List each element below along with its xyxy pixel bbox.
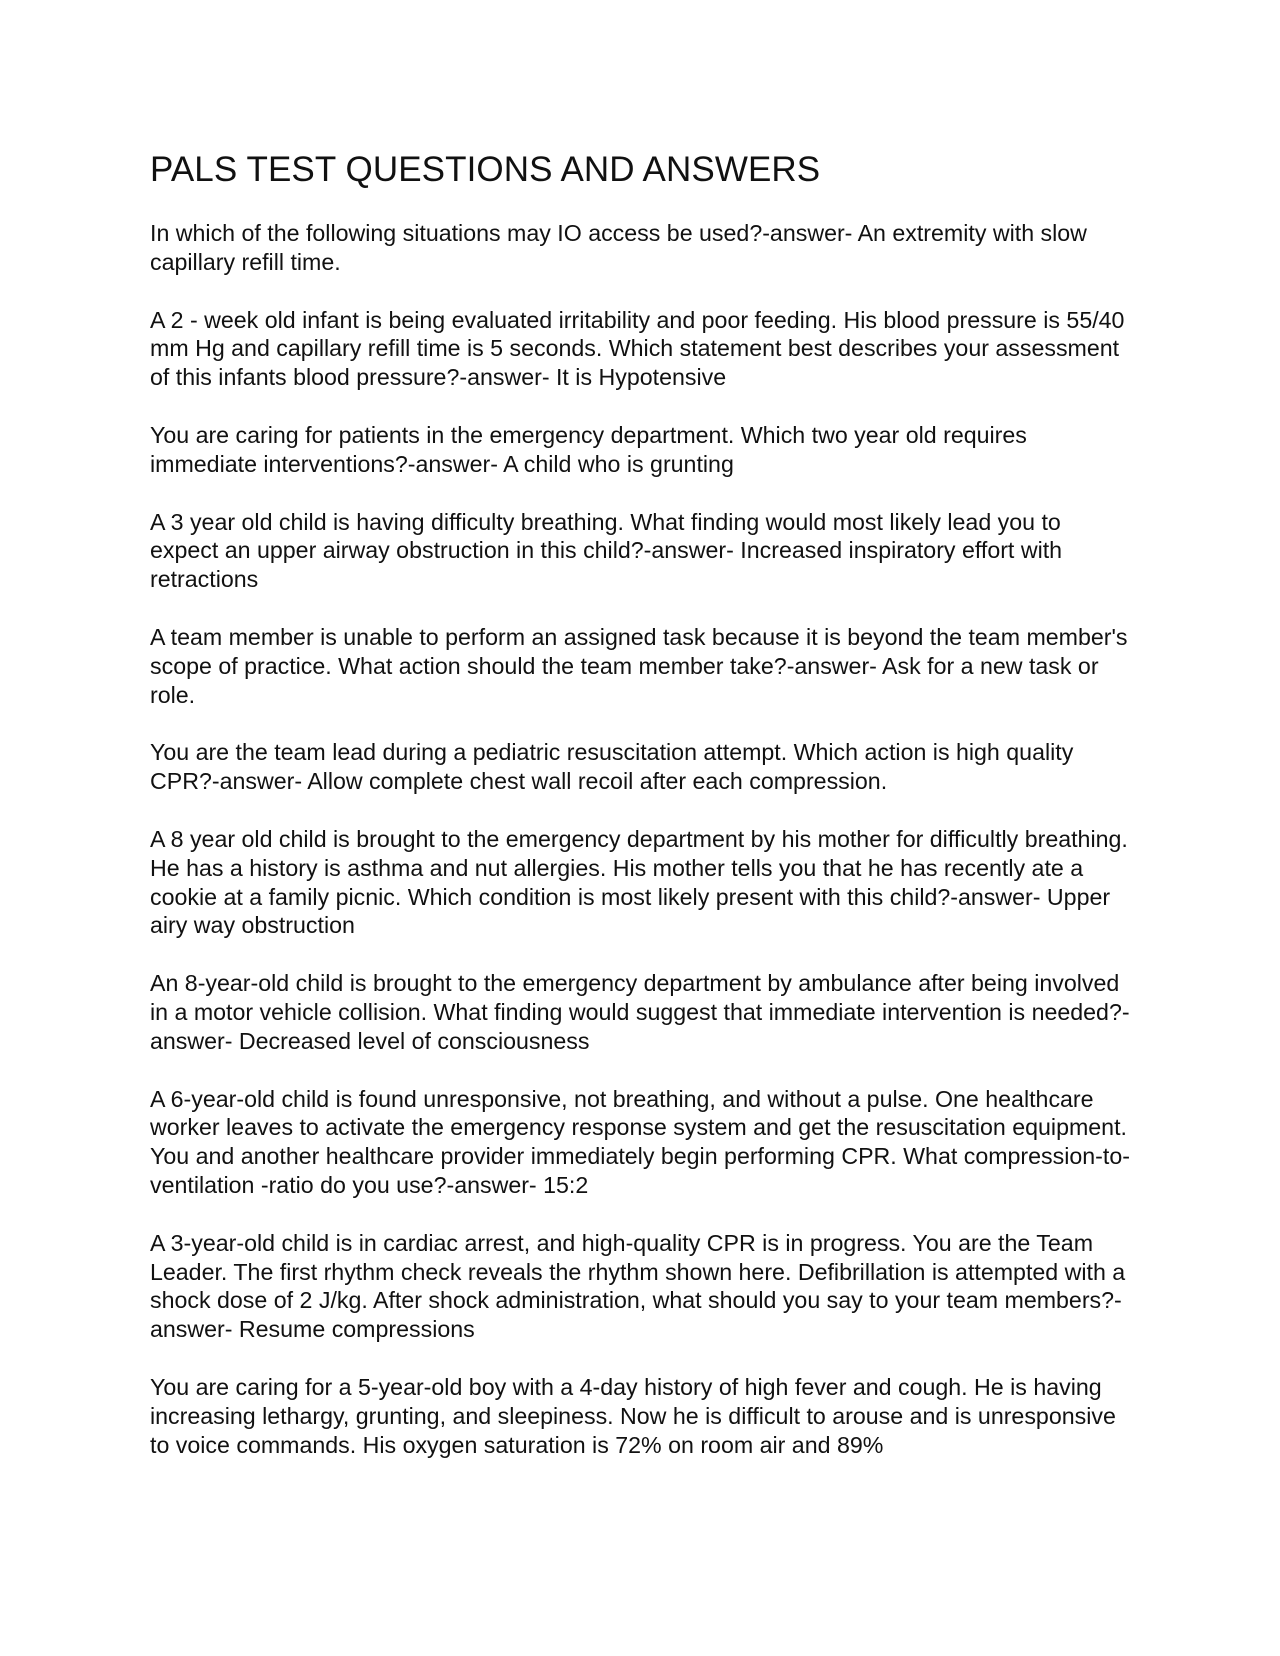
document-title: PALS TEST QUESTIONS AND ANSWERS bbox=[150, 150, 821, 189]
qa-item: You are caring for a 5-year-old boy with a 4-day history of high fever and cough. He is having increasing lethargy, grunting, and sleepiness. Now he is difficult to arouse and is unresponsive to voice commands. His oxygen saturation is 72% on room air and 89% bbox=[150, 1373, 1116, 1458]
qa-item: An 8-year-old child is brought to the emergency department by ambulance after being involved in a motor vehicle collision. What finding would suggest that immediate intervention is needed?-answer- Decreased level of consciousness bbox=[150, 970, 1130, 1054]
qa-item: You are caring for patients in the emergency department. Which two year old requires immediate interventions?-answer- A child who is grunting bbox=[150, 421, 1027, 477]
qa-item: You are the team lead during a pediatric resuscitation attempt. Which action is high quality CPR?-answer- Allow complete chest wall recoil after each compression. bbox=[150, 739, 1074, 795]
qa-item: A 3-year-old child is in cardiac arrest, and high-quality CPR is in progress. You are the Team Leader. The first rhythm check reveals the rhythm shown here. Defibrillation is attempted with a shock dose of 2 J/kg. After shock administration, what should you say to your team members?-answer- Resume compressions bbox=[150, 1229, 1126, 1343]
qa-item: In which of the following situations may IO access be used?-answer- An extremity with slow capillary refill time. bbox=[150, 220, 1087, 275]
document-content bbox=[150, 150, 1135, 1488]
qa-list bbox=[150, 219, 1135, 1459]
qa-item: A 3 year old child is having difficulty breathing. What finding would most likely lead you to expect an upper airway obstruction in this child?-answer- Increased inspiratory effort with retractions bbox=[150, 508, 1063, 593]
qa-item: A 2 - week old infant is being evaluated irritability and poor feeding. His blood pressure is 55/40 mm Hg and capillary refill time is 5 seconds. Which statement best describes your assessment of this infants blood pressure?-answer- It is Hypotensive bbox=[150, 306, 1125, 391]
qa-item: A team member is unable to perform an assigned task because it is beyond the team member's scope of practice. What action should the team member take?-answer- Ask for a new task or role. bbox=[150, 623, 1128, 708]
qa-item: A 6-year-old child is found unresponsive, not breathing, and without a pulse. One healthcare worker leaves to activate the emergency response system and get the resuscitation equipment. You and another healthcare provider immediately begin performing CPR. What compression-to-ventilation -ratio do you use?-answer- 15:2 bbox=[150, 1085, 1130, 1198]
qa-item: A 8 year old child is brought to the emergency department by his mother for difficultly breathing. He has a history is asthma and nut allergies. His mother tells you that he has recently ate a cookie at a family picnic. Which condition is most likely present with this child?-answer- Upper airy way obstruction bbox=[150, 825, 1128, 939]
